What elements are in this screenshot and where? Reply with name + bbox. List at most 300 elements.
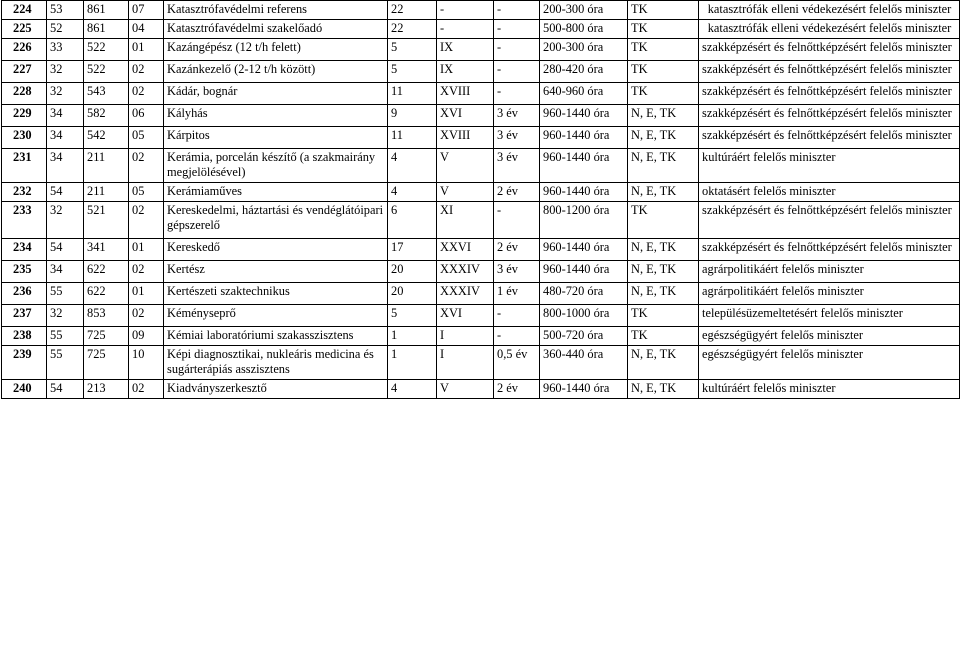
level-text: XXXIV xyxy=(440,284,480,298)
exam-text: TK xyxy=(631,62,648,76)
c1-text: 54 xyxy=(50,381,63,395)
duration-text: 3 év xyxy=(497,262,518,276)
row-number-cell xyxy=(2,39,47,61)
duration-text: - xyxy=(497,328,502,342)
c1-text: 55 xyxy=(50,347,63,361)
sector-group-cell xyxy=(437,39,494,61)
training-duration-cell xyxy=(494,380,540,399)
sector-number-cell xyxy=(388,83,437,105)
code-part-2-cell xyxy=(84,149,129,183)
training-duration-cell xyxy=(494,20,540,39)
training-duration-cell xyxy=(494,1,540,20)
sector-group-cell xyxy=(437,380,494,399)
sector-group-cell xyxy=(437,305,494,327)
code-part-2-cell xyxy=(84,39,129,61)
table-row xyxy=(2,183,960,202)
code-part-1-cell xyxy=(47,239,84,261)
row-number-cell xyxy=(2,239,47,261)
sector-number-cell xyxy=(388,239,437,261)
name-text: Katasztrófavédelmi referens xyxy=(167,2,308,16)
table-row xyxy=(2,149,960,183)
qualification-name-cell xyxy=(164,305,388,327)
sector-number-cell xyxy=(388,20,437,39)
duration-text: - xyxy=(497,40,502,54)
ministry-text: szakképzésért és felnőttképzésért felelős miniszter xyxy=(702,62,952,76)
exam-text: TK xyxy=(631,203,648,217)
training-hours-cell xyxy=(540,202,628,239)
duration-text: 3 év xyxy=(497,128,518,142)
num-text: 17 xyxy=(391,240,404,254)
code-part-1-cell xyxy=(47,20,84,39)
hours-text: 200-300 óra xyxy=(543,2,604,16)
id-text: 235 xyxy=(13,262,32,276)
ministry-text: kultúráért felelős miniszter xyxy=(702,150,836,164)
level-text: XI xyxy=(440,203,454,217)
row-number-cell xyxy=(2,380,47,399)
exam-text: N, E, TK xyxy=(631,347,677,361)
row-number-cell xyxy=(2,327,47,346)
code-part-3-cell xyxy=(129,39,164,61)
c1-text: 34 xyxy=(50,106,63,120)
hours-text: 960-1440 óra xyxy=(543,150,610,164)
training-duration-cell xyxy=(494,305,540,327)
training-hours-cell xyxy=(540,183,628,202)
code-part-2-cell xyxy=(84,83,129,105)
c2-text: 861 xyxy=(87,2,106,16)
hours-text: 800-1200 óra xyxy=(543,203,610,217)
num-text: 5 xyxy=(391,40,398,54)
id-text: 240 xyxy=(13,381,32,395)
c3-text: 02 xyxy=(132,306,145,320)
c3-text: 01 xyxy=(132,40,145,54)
c2-text: 211 xyxy=(87,184,106,198)
sector-number-cell xyxy=(388,105,437,127)
qualification-name-cell xyxy=(164,83,388,105)
sector-group-cell xyxy=(437,261,494,283)
level-text: XVIII xyxy=(440,84,471,98)
row-number-cell xyxy=(2,105,47,127)
training-hours-cell xyxy=(540,20,628,39)
level-text: IX xyxy=(440,62,454,76)
id-text: 233 xyxy=(13,203,32,217)
sector-number-cell xyxy=(388,183,437,202)
training-form-cell xyxy=(628,1,699,20)
c3-text: 05 xyxy=(132,128,145,142)
row-number-cell xyxy=(2,202,47,239)
level-text: XVI xyxy=(440,106,463,120)
qualification-name-cell xyxy=(164,183,388,202)
training-form-cell xyxy=(628,261,699,283)
name-text: Kertészeti szaktechnikus xyxy=(167,284,290,298)
training-duration-cell xyxy=(494,346,540,380)
c2-text: 341 xyxy=(87,240,106,254)
hours-text: 960-1440 óra xyxy=(543,128,610,142)
training-duration-cell xyxy=(494,83,540,105)
sector-number-cell xyxy=(388,202,437,239)
exam-text: N, E, TK xyxy=(631,284,677,298)
row-number-cell xyxy=(2,83,47,105)
code-part-1-cell xyxy=(47,1,84,20)
exam-text: TK xyxy=(631,40,648,54)
training-hours-cell xyxy=(540,149,628,183)
code-part-2-cell xyxy=(84,127,129,149)
training-hours-cell xyxy=(540,239,628,261)
id-text: 232 xyxy=(13,184,32,198)
duration-text: 3 év xyxy=(497,106,518,120)
c2-text: 522 xyxy=(87,40,106,54)
c3-text: 10 xyxy=(132,347,145,361)
code-part-1-cell xyxy=(47,149,84,183)
code-part-2-cell xyxy=(84,202,129,239)
ministry-text: szakképzésért és felnőttképzésért felelős miniszter xyxy=(702,106,952,120)
training-form-cell xyxy=(628,149,699,183)
code-part-2-cell xyxy=(84,305,129,327)
qualification-name-cell xyxy=(164,1,388,20)
training-form-cell xyxy=(628,346,699,380)
c1-text: 53 xyxy=(50,2,63,16)
training-hours-cell xyxy=(540,305,628,327)
ministry-text: oktatásért felelős miniszter xyxy=(702,184,836,198)
row-number-cell xyxy=(2,127,47,149)
c3-text: 02 xyxy=(132,62,145,76)
duration-text: - xyxy=(497,306,502,320)
training-form-cell xyxy=(628,202,699,239)
hours-text: 800-1000 óra xyxy=(543,306,610,320)
responsible-ministry-cell xyxy=(699,202,960,239)
duration-text: - xyxy=(497,203,502,217)
c2-text: 543 xyxy=(87,84,106,98)
exam-text: N, E, TK xyxy=(631,150,677,164)
c3-text: 05 xyxy=(132,184,145,198)
responsible-ministry-cell xyxy=(699,20,960,39)
training-duration-cell xyxy=(494,61,540,83)
code-part-1-cell xyxy=(47,261,84,283)
id-text: 236 xyxy=(13,284,32,298)
exam-text: TK xyxy=(631,328,648,342)
hours-text: 280-420 óra xyxy=(543,62,604,76)
c1-text: 33 xyxy=(50,40,63,54)
code-part-3-cell xyxy=(129,149,164,183)
num-text: 20 xyxy=(391,262,404,276)
responsible-ministry-cell xyxy=(699,127,960,149)
c2-text: 213 xyxy=(87,381,106,395)
responsible-ministry-cell xyxy=(699,83,960,105)
id-text: 228 xyxy=(13,84,32,98)
qualification-name-cell xyxy=(164,327,388,346)
sector-number-cell xyxy=(388,346,437,380)
name-text: Kazángépész (12 t/h felett) xyxy=(167,40,301,54)
exam-text: N, E, TK xyxy=(631,184,677,198)
sector-number-cell xyxy=(388,261,437,283)
training-form-cell xyxy=(628,327,699,346)
name-text: Katasztrófavédelmi szakelőadó xyxy=(167,21,323,35)
level-text: XXVI xyxy=(440,240,471,254)
training-hours-cell xyxy=(540,105,628,127)
qualification-name-cell xyxy=(164,127,388,149)
sector-group-cell xyxy=(437,20,494,39)
duration-text: 2 év xyxy=(497,184,518,198)
qualification-name-cell xyxy=(164,149,388,183)
training-form-cell xyxy=(628,39,699,61)
level-text: I xyxy=(440,347,445,361)
training-hours-cell xyxy=(540,1,628,20)
c2-text: 542 xyxy=(87,128,106,142)
name-text: Kereskedő xyxy=(167,240,220,254)
ministry-text: egészségügyért felelős miniszter xyxy=(702,347,864,361)
code-part-1-cell xyxy=(47,83,84,105)
duration-text: - xyxy=(497,62,502,76)
c3-text: 02 xyxy=(132,381,145,395)
hours-text: 960-1440 óra xyxy=(543,106,610,120)
c2-text: 521 xyxy=(87,203,106,217)
num-text: 22 xyxy=(391,2,404,16)
sector-group-cell xyxy=(437,202,494,239)
training-duration-cell xyxy=(494,283,540,305)
code-part-2-cell xyxy=(84,61,129,83)
level-text: V xyxy=(440,381,449,395)
name-text: Kazánkezelő (2-12 t/h között) xyxy=(167,62,316,76)
code-part-1-cell xyxy=(47,183,84,202)
training-form-cell xyxy=(628,127,699,149)
c1-text: 32 xyxy=(50,203,63,217)
code-part-2-cell xyxy=(84,327,129,346)
ministry-text: katasztrófák elleni védekezésért felelős miniszter xyxy=(707,21,952,35)
name-text: Kiadványszerkesztő xyxy=(167,381,267,395)
c1-text: 32 xyxy=(50,62,63,76)
c1-text: 32 xyxy=(50,306,63,320)
id-text: 234 xyxy=(13,240,32,254)
name-text: Kerámiaműves xyxy=(167,184,243,198)
c1-text: 52 xyxy=(50,21,63,35)
c1-text: 34 xyxy=(50,262,63,276)
c1-text: 55 xyxy=(50,328,63,342)
sector-number-cell xyxy=(388,149,437,183)
ministry-text: agrárpolitikáért felelős miniszter xyxy=(702,284,864,298)
c1-text: 34 xyxy=(50,128,63,142)
c3-text: 09 xyxy=(132,328,145,342)
table-row xyxy=(2,261,960,283)
id-text: 227 xyxy=(13,62,32,76)
code-part-1-cell xyxy=(47,105,84,127)
id-text: 224 xyxy=(13,2,32,16)
training-duration-cell xyxy=(494,105,540,127)
code-part-3-cell xyxy=(129,183,164,202)
code-part-2-cell xyxy=(84,283,129,305)
qualification-name-cell xyxy=(164,39,388,61)
responsible-ministry-cell xyxy=(699,149,960,183)
row-number-cell xyxy=(2,346,47,380)
name-text: Kerámia, porcelán készítő (a szakmairány megjelölésével) xyxy=(167,150,376,179)
responsible-ministry-cell xyxy=(699,105,960,127)
qualification-name-cell xyxy=(164,283,388,305)
table-row xyxy=(2,202,960,239)
exam-text: TK xyxy=(631,84,648,98)
code-part-2-cell xyxy=(84,380,129,399)
code-part-3-cell xyxy=(129,261,164,283)
table-row xyxy=(2,1,960,20)
code-part-3-cell xyxy=(129,239,164,261)
c2-text: 725 xyxy=(87,347,106,361)
code-part-3-cell xyxy=(129,83,164,105)
level-text: - xyxy=(440,2,445,16)
training-form-cell xyxy=(628,20,699,39)
id-text: 237 xyxy=(13,306,32,320)
exam-text: N, E, TK xyxy=(631,128,677,142)
table-row xyxy=(2,327,960,346)
sector-group-cell xyxy=(437,183,494,202)
exam-text: TK xyxy=(631,2,648,16)
duration-text: 0,5 év xyxy=(497,347,528,361)
level-text: - xyxy=(440,21,445,35)
ministry-text: szakképzésért és felnőttképzésért felelős miniszter xyxy=(702,203,952,217)
code-part-1-cell xyxy=(47,346,84,380)
exam-text: N, E, TK xyxy=(631,106,677,120)
num-text: 4 xyxy=(391,150,398,164)
table-row xyxy=(2,239,960,261)
c3-text: 02 xyxy=(132,203,145,217)
level-text: XVIII xyxy=(440,128,471,142)
table-row xyxy=(2,380,960,399)
sector-number-cell xyxy=(388,39,437,61)
c1-text: 55 xyxy=(50,284,63,298)
level-text: V xyxy=(440,150,449,164)
code-part-1-cell xyxy=(47,127,84,149)
responsible-ministry-cell xyxy=(699,346,960,380)
row-number-cell xyxy=(2,61,47,83)
row-number-cell xyxy=(2,1,47,20)
sector-group-cell xyxy=(437,283,494,305)
c2-text: 622 xyxy=(87,284,106,298)
training-duration-cell xyxy=(494,39,540,61)
responsible-ministry-cell xyxy=(699,183,960,202)
code-part-3-cell xyxy=(129,20,164,39)
code-part-3-cell xyxy=(129,283,164,305)
qualification-name-cell xyxy=(164,202,388,239)
sector-group-cell xyxy=(437,105,494,127)
code-part-3-cell xyxy=(129,380,164,399)
c1-text: 54 xyxy=(50,184,63,198)
c2-text: 522 xyxy=(87,62,106,76)
hours-text: 960-1440 óra xyxy=(543,262,610,276)
hours-text: 360-440 óra xyxy=(543,347,604,361)
code-part-1-cell xyxy=(47,380,84,399)
code-part-1-cell xyxy=(47,327,84,346)
c2-text: 582 xyxy=(87,106,106,120)
c3-text: 01 xyxy=(132,240,145,254)
duration-text: - xyxy=(497,2,502,16)
training-duration-cell xyxy=(494,202,540,239)
num-text: 9 xyxy=(391,106,398,120)
responsible-ministry-cell xyxy=(699,305,960,327)
exam-text: TK xyxy=(631,306,648,320)
sector-number-cell xyxy=(388,61,437,83)
responsible-ministry-cell xyxy=(699,61,960,83)
c2-text: 853 xyxy=(87,306,106,320)
id-text: 225 xyxy=(13,21,32,35)
table-row xyxy=(2,61,960,83)
sector-group-cell xyxy=(437,1,494,20)
exam-text: N, E, TK xyxy=(631,240,677,254)
num-text: 4 xyxy=(391,184,398,198)
sector-group-cell xyxy=(437,346,494,380)
code-part-3-cell xyxy=(129,105,164,127)
code-part-2-cell xyxy=(84,105,129,127)
exam-text: N, E, TK xyxy=(631,262,677,276)
sector-group-cell xyxy=(437,149,494,183)
responsible-ministry-cell xyxy=(699,327,960,346)
code-part-3-cell xyxy=(129,346,164,380)
table-body xyxy=(2,1,960,399)
name-text: Kémiai laboratóriumi szakasszisztens xyxy=(167,328,354,342)
duration-text: - xyxy=(497,84,502,98)
code-part-2-cell xyxy=(84,20,129,39)
code-part-2-cell xyxy=(84,239,129,261)
num-text: 6 xyxy=(391,203,398,217)
c2-text: 725 xyxy=(87,328,106,342)
table-row xyxy=(2,39,960,61)
ministry-text: szakképzésért és felnőttképzésért felelős miniszter xyxy=(702,84,952,98)
num-text: 22 xyxy=(391,21,404,35)
training-form-cell xyxy=(628,380,699,399)
hours-text: 200-300 óra xyxy=(543,40,604,54)
training-hours-cell xyxy=(540,61,628,83)
name-text: Kereskedelmi, háztartási és vendéglátóipari gépszerelő xyxy=(167,203,384,232)
level-text: V xyxy=(440,184,449,198)
training-hours-cell xyxy=(540,380,628,399)
ministry-text: egészségügyért felelős miniszter xyxy=(702,328,864,342)
level-text: I xyxy=(440,328,445,342)
ministry-text: katasztrófák elleni védekezésért felelős miniszter xyxy=(707,2,952,16)
code-part-3-cell xyxy=(129,127,164,149)
responsible-ministry-cell xyxy=(699,283,960,305)
c2-text: 622 xyxy=(87,262,106,276)
id-text: 229 xyxy=(13,106,32,120)
c3-text: 07 xyxy=(132,2,145,16)
sector-number-cell xyxy=(388,305,437,327)
sector-number-cell xyxy=(388,1,437,20)
c3-text: 04 xyxy=(132,21,145,35)
duration-text: 3 év xyxy=(497,150,518,164)
code-part-1-cell xyxy=(47,283,84,305)
code-part-3-cell xyxy=(129,61,164,83)
name-text: Kárpitos xyxy=(167,128,210,142)
c2-text: 861 xyxy=(87,21,106,35)
level-text: XXXIV xyxy=(440,262,480,276)
training-duration-cell xyxy=(494,149,540,183)
ministry-text: településüzemeltetésért felelős miniszter xyxy=(702,306,903,320)
sector-number-cell xyxy=(388,283,437,305)
code-part-1-cell xyxy=(47,39,84,61)
qualification-name-cell xyxy=(164,105,388,127)
training-duration-cell xyxy=(494,183,540,202)
c3-text: 06 xyxy=(132,106,145,120)
num-text: 5 xyxy=(391,306,398,320)
code-part-1-cell xyxy=(47,202,84,239)
level-text: XVI xyxy=(440,306,463,320)
num-text: 1 xyxy=(391,347,398,361)
training-hours-cell xyxy=(540,327,628,346)
training-hours-cell xyxy=(540,83,628,105)
num-text: 4 xyxy=(391,381,398,395)
training-form-cell xyxy=(628,283,699,305)
responsible-ministry-cell xyxy=(699,261,960,283)
code-part-3-cell xyxy=(129,305,164,327)
row-number-cell xyxy=(2,149,47,183)
training-form-cell xyxy=(628,61,699,83)
level-text: IX xyxy=(440,40,454,54)
ministry-text: kultúráért felelős miniszter xyxy=(702,381,836,395)
id-text: 238 xyxy=(13,328,32,342)
